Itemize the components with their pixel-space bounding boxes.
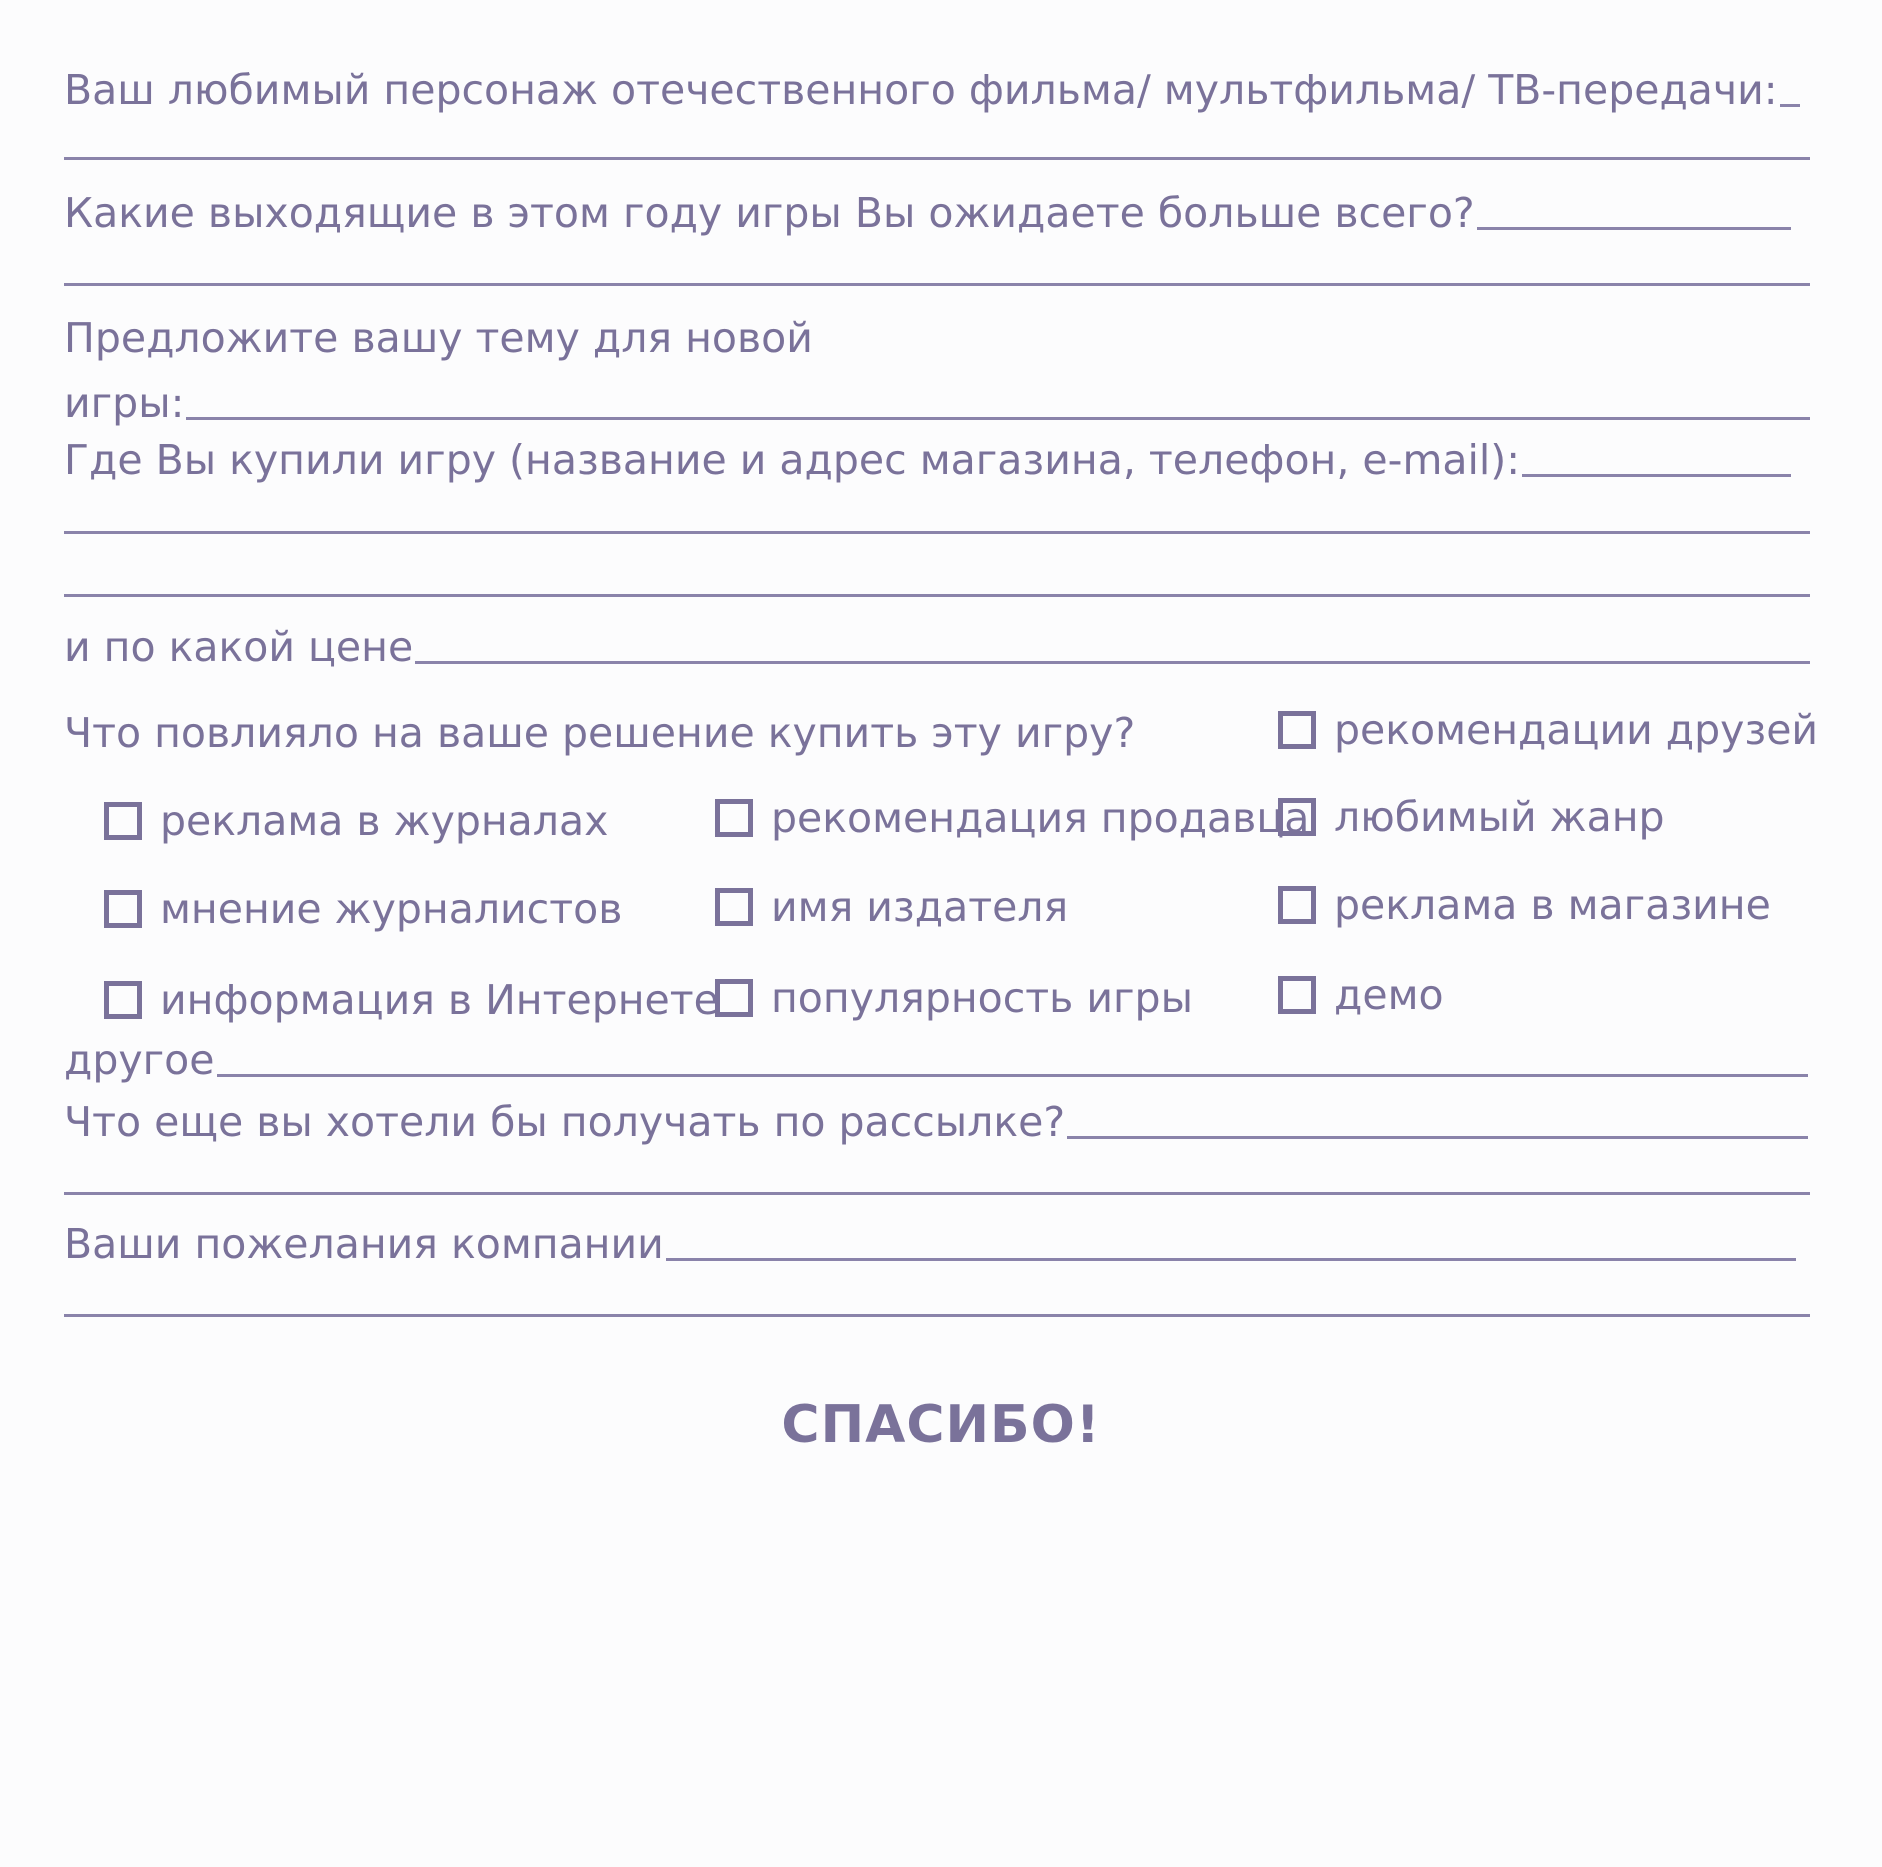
question-favorite-character xyxy=(64,66,1800,114)
checkbox-box[interactable] xyxy=(104,890,142,928)
answer-line[interactable] xyxy=(1067,1136,1808,1139)
checkbox-label: мнение журналистов xyxy=(160,885,623,933)
checkbox-box[interactable] xyxy=(1278,886,1316,924)
answer-line[interactable] xyxy=(64,283,1810,286)
checkbox-magazine-ads[interactable] xyxy=(104,797,608,845)
question-theme-line2 xyxy=(64,379,1810,427)
checkbox-label: информация в Интернете xyxy=(160,976,719,1024)
checkbox-box[interactable] xyxy=(715,979,753,1017)
answer-line[interactable] xyxy=(186,417,1810,420)
answer-line[interactable] xyxy=(1522,474,1791,477)
answer-line[interactable] xyxy=(666,1258,1796,1261)
question-label: и по какой цене xyxy=(64,623,414,671)
question-label: Какие выходящие в этом году игры Вы ожидаете больше всего? xyxy=(64,189,1475,237)
question-other xyxy=(64,1036,1808,1084)
question-label: Предложите вашу тему для новой xyxy=(64,314,813,362)
question-label: Что еще вы хотели бы получать по рассылке? xyxy=(64,1098,1066,1146)
answer-line[interactable] xyxy=(64,1192,1810,1195)
checkbox-box[interactable] xyxy=(1278,711,1316,749)
checkbox-label: реклама в журналах xyxy=(160,797,609,845)
checkbox-label: демо xyxy=(1334,971,1444,1019)
checkbox-internet-info[interactable] xyxy=(104,976,719,1024)
answer-line[interactable] xyxy=(415,661,1810,664)
checkbox-label: рекомендация продавца xyxy=(771,794,1310,842)
checkbox-box[interactable] xyxy=(104,981,142,1019)
question-label: Ваши пожелания компании xyxy=(64,1220,664,1268)
answer-line[interactable] xyxy=(217,1074,1809,1077)
question-label: игры: xyxy=(64,379,185,427)
checkbox-label: рекомендации друзей xyxy=(1334,706,1819,754)
question-expected-games xyxy=(64,189,1791,237)
question-influence xyxy=(64,709,1136,757)
checkbox-journalists-opinion[interactable] xyxy=(104,885,622,933)
checkbox-favorite-genre[interactable] xyxy=(1278,793,1665,841)
answer-line[interactable] xyxy=(64,1314,1810,1317)
checkbox-game-popularity[interactable] xyxy=(715,974,1193,1022)
checkbox-seller-recommendation[interactable] xyxy=(715,794,1309,842)
question-mailing xyxy=(64,1098,1808,1146)
question-label: Где Вы купили игру (название и адрес магазина, телефон, e-mail): xyxy=(64,436,1521,484)
question-where-bought xyxy=(64,436,1791,484)
checkbox-label: имя издателя xyxy=(771,883,1069,931)
checkbox-store-ads[interactable] xyxy=(1278,881,1771,929)
checkbox-label: любимый жанр xyxy=(1334,793,1665,841)
checkbox-box[interactable] xyxy=(104,802,142,840)
answer-line[interactable] xyxy=(1477,227,1791,230)
checkbox-box[interactable] xyxy=(715,799,753,837)
checkbox-box[interactable] xyxy=(715,888,753,926)
answer-line[interactable] xyxy=(64,157,1810,160)
checkbox-label: реклама в магазине xyxy=(1334,881,1771,929)
thanks-heading: СПАСИБО! xyxy=(781,1395,1101,1455)
question-theme-line1 xyxy=(64,314,813,362)
answer-line[interactable] xyxy=(64,531,1810,534)
checkbox-friends-recommendation[interactable] xyxy=(1278,706,1818,754)
checkbox-publisher-name[interactable] xyxy=(715,883,1068,931)
checkbox-label: популярность игры xyxy=(771,974,1193,1022)
question-label: Ваш любимый персонаж отечественного фильма/ мультфильма/ ТВ-передачи: xyxy=(64,66,1778,114)
question-price xyxy=(64,623,1810,671)
checkbox-box[interactable] xyxy=(1278,976,1316,1014)
question-label: другое xyxy=(64,1036,215,1084)
checkbox-demo[interactable] xyxy=(1278,971,1444,1019)
question-label: Что повлияло на ваше решение купить эту игру? xyxy=(64,709,1136,757)
question-wishes xyxy=(64,1220,1796,1268)
answer-line[interactable] xyxy=(1780,104,1800,107)
answer-line[interactable] xyxy=(64,594,1810,597)
checkbox-box[interactable] xyxy=(1278,798,1316,836)
